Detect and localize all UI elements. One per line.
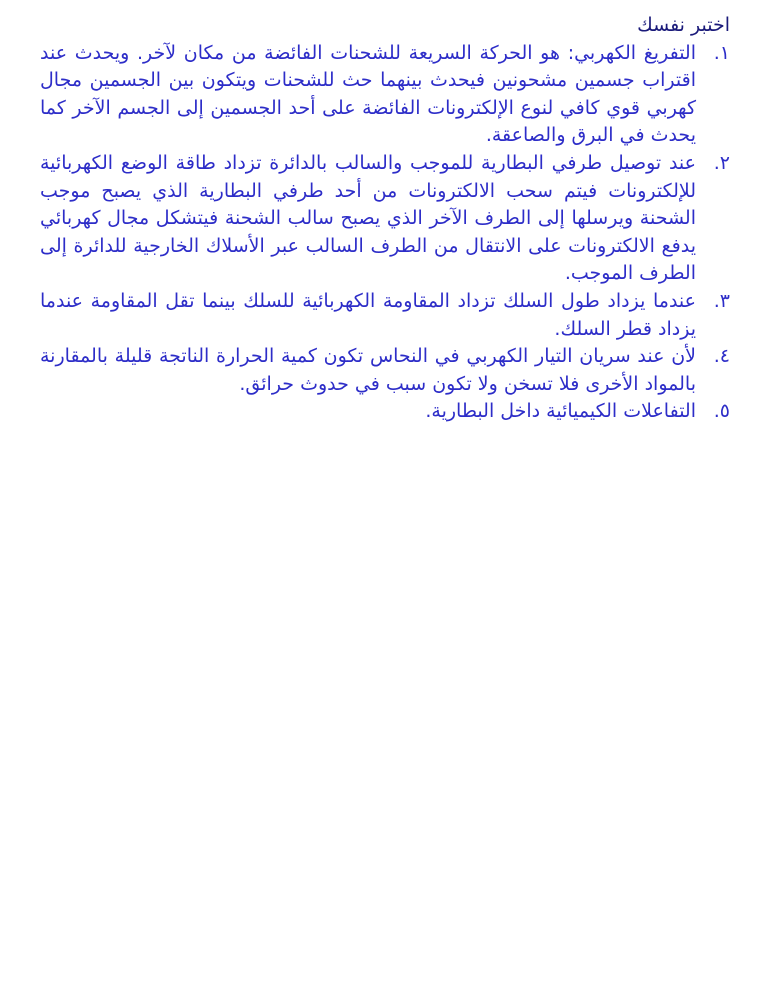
answer-number: ٢. xyxy=(713,151,730,174)
answer-text: التفاعلات الكيميائية داخل البطارية. xyxy=(425,400,696,423)
answer-number: ٤. xyxy=(713,345,730,368)
answer-number: ١. xyxy=(713,41,730,64)
answer-item-5 xyxy=(40,398,730,426)
answer-item-2 xyxy=(40,150,730,288)
answer-item-4 xyxy=(40,343,730,398)
answer-item-3 xyxy=(40,288,730,343)
document-page xyxy=(40,12,730,426)
answer-number: ٥. xyxy=(713,400,730,423)
answer-item-1 xyxy=(40,40,730,150)
answer-list xyxy=(40,40,730,426)
answer-text: لأن عند سريان التيار الكهربي في النحاس تكون كمية الحرارة الناتجة قليلة بالمقارنة بالمواد الأخرى فلا تسخن ولا تكون سبب في حدوث حرائق. xyxy=(40,345,696,395)
section-heading: اختبر نفسك xyxy=(637,14,730,36)
answer-text: التفريغ الكهربي: هو الحركة السريعة للشحنات الفائضة من مكان لآخر. ويحدث عند اقتراب جسمين مشحونين فيحدث بينهما حث للشحنات ويتكون بين الجسمين مجال كهربي قوي كافي لنوع الإلكترونات الفائضة على أحد الجسمين إلى الجسم الآخر كما يحدث في البرق والصاعقة. xyxy=(40,41,696,147)
answer-text: عندما يزداد طول السلك تزداد المقاومة الكهربائية للسلك بينما تقل المقاومة عندما يزداد قطر السلك. xyxy=(40,289,696,340)
answer-number: ٣. xyxy=(713,289,730,312)
answer-text: عند توصيل طرفي البطارية للموجب والسالب بالدائرة تزداد طاقة الوضع الكهربائية للإلكترونات فيتم سحب الالكترونات من أحد طرفي البطارية الذي يصبح موجب الشحنة ويرسلها إلى الطرف الآخر الذي يصبح سالب الشحنة فيتشكل مجال كهربائي يدفع الالكترونات على الانتقال من الطرف السالب عبر الأسلاك الخارجية للدائرة إلى الطرف الموجب. xyxy=(40,151,696,285)
